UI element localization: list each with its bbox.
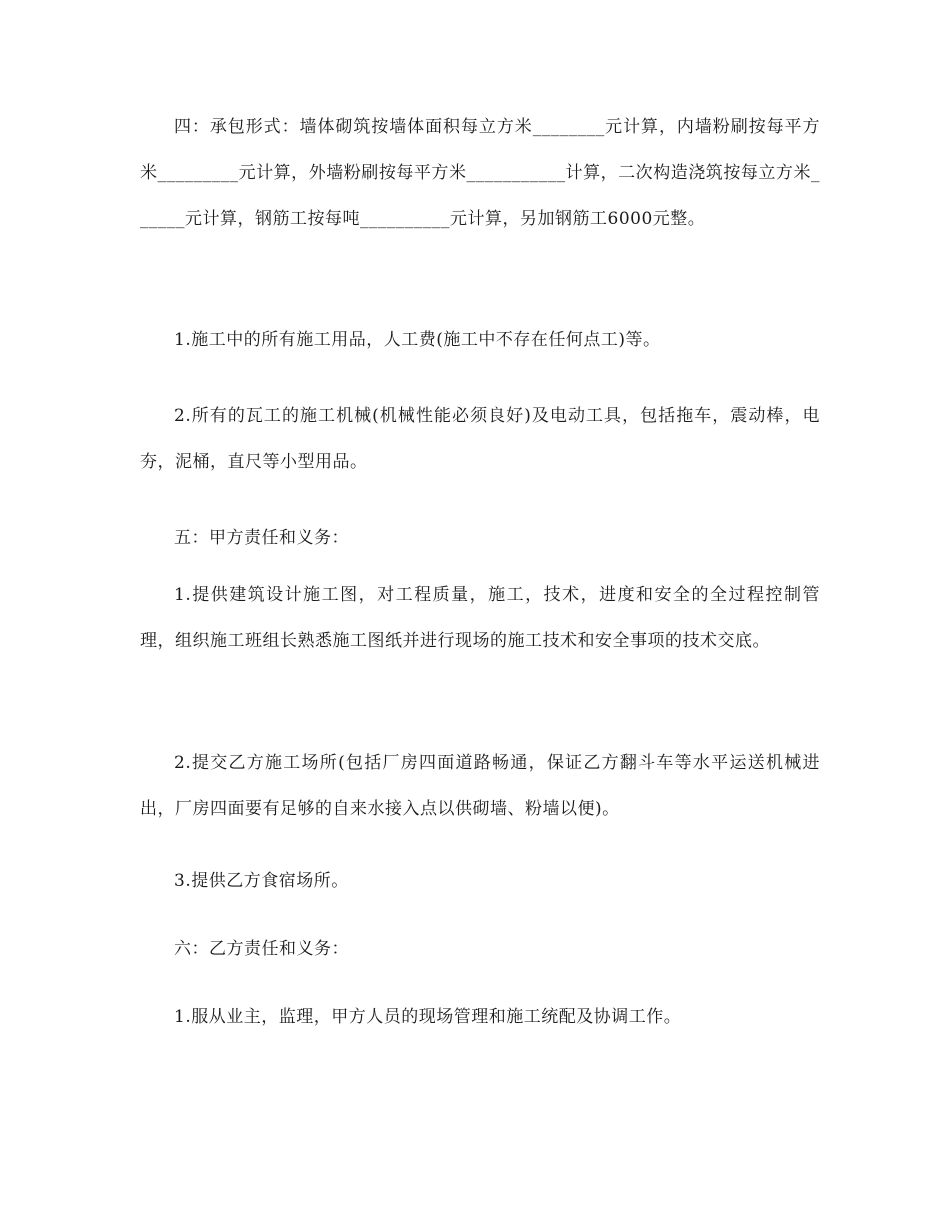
section-heading-party-a: 五：甲方责任和义务： bbox=[174, 528, 349, 548]
item-provide-lodging: 3.提供乙方食宿场所。 bbox=[174, 871, 349, 891]
contract-form-paragraph: 四：承包形式：墙体砌筑按墙体面积每立方米________元计算，内墙粉刷按每平方米_________元计算，外墙粉刷按每平方米___________计算，二次构造浇筑按每立方米______元计算，钢筋工按每吨__________元计算，另加钢筋工6000元整。 bbox=[140, 117, 820, 229]
item-obey-management: 1.服从业主，监理，甲方人员的现场管理和施工统配及协调工作。 bbox=[174, 1007, 682, 1027]
item-construction-machinery: 2.所有的瓦工的施工机械(机械性能必须良好)及电动工具，包括拖车，震动棒，电夯，泥桶，直尺等小型用品。 bbox=[140, 406, 820, 472]
item-provide-drawings: 1.提供建筑设计施工图，对工程质量，施工，技术，进度和安全的全过程控制管理，组织施工班组长熟悉施工图纸并进行现场的施工技术和安全事项的技术交底。 bbox=[140, 585, 820, 651]
item-construction-supplies: 1.施工中的所有施工用品，人工费(施工中不存在任何点工)等。 bbox=[174, 330, 661, 350]
section-heading-party-b: 六：乙方责任和义务： bbox=[174, 939, 349, 959]
item-provide-site: 2.提交乙方施工场所(包括厂房四面道路畅通，保证乙方翻斗车等水平运送机械进出，厂房四面要有足够的自来水接入点以供砌墙、粉墙以便)。 bbox=[140, 753, 820, 819]
